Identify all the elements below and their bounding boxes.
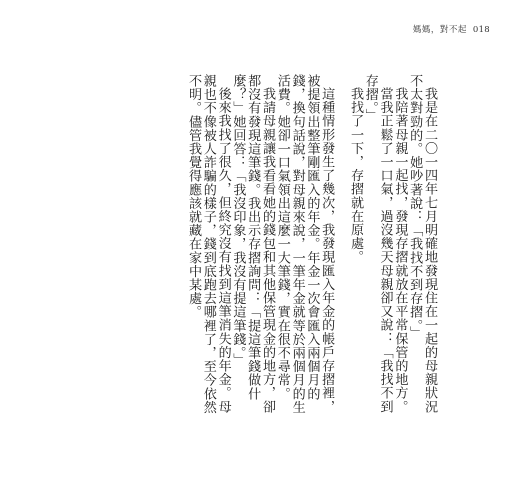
body-text xyxy=(185,74,436,424)
running-title: 媽媽，對不起 xyxy=(412,25,467,35)
paragraph: 我是在二〇一四年七月明確地發現住在一起的母親狀況不太對勁的。她吵著說：「我找不到存摺。」 xyxy=(407,74,437,414)
paragraph: 我陪著母親一起找，發現存摺就放在平常保管的地方。 xyxy=(392,87,408,414)
page-number: 018 xyxy=(472,25,490,35)
paragraph: 後來我找了很久，但終究沒有找到這筆消失的年金。母親也不像被人詐騙的樣子，錢到底跑去哪裡了，至今依然不明。儘管我覺得應該就藏在家中某處。 xyxy=(186,74,231,414)
paragraph: 這種情形發生了幾次，我發現匯入年金的帳戶存摺裡，被提領出整筆剛匯入的年金。年金一次會匯入兩個月的錢，換句話說，對母親來說，一筆年金就等於兩個月的生活費。她卻一口氣領出這麼一大筆錢，實在很不尋常。 xyxy=(274,74,335,414)
paragraph: 當我正鬆了一口氣，過沒幾天母親卻又說：「我找不到存摺。」 xyxy=(362,74,393,414)
paragraph: 我請母親讓我看看她的錢包和其他保管現金的地方，卻都沒有發現這筆錢。我出示存摺詢問：「提這筆錢做什麼？」她回答：「我沒印象，我沒有提這筆錢。」 xyxy=(230,74,276,414)
paragraph: 我找了一下，存摺就在原處。 xyxy=(348,87,364,264)
running-header xyxy=(330,23,490,35)
